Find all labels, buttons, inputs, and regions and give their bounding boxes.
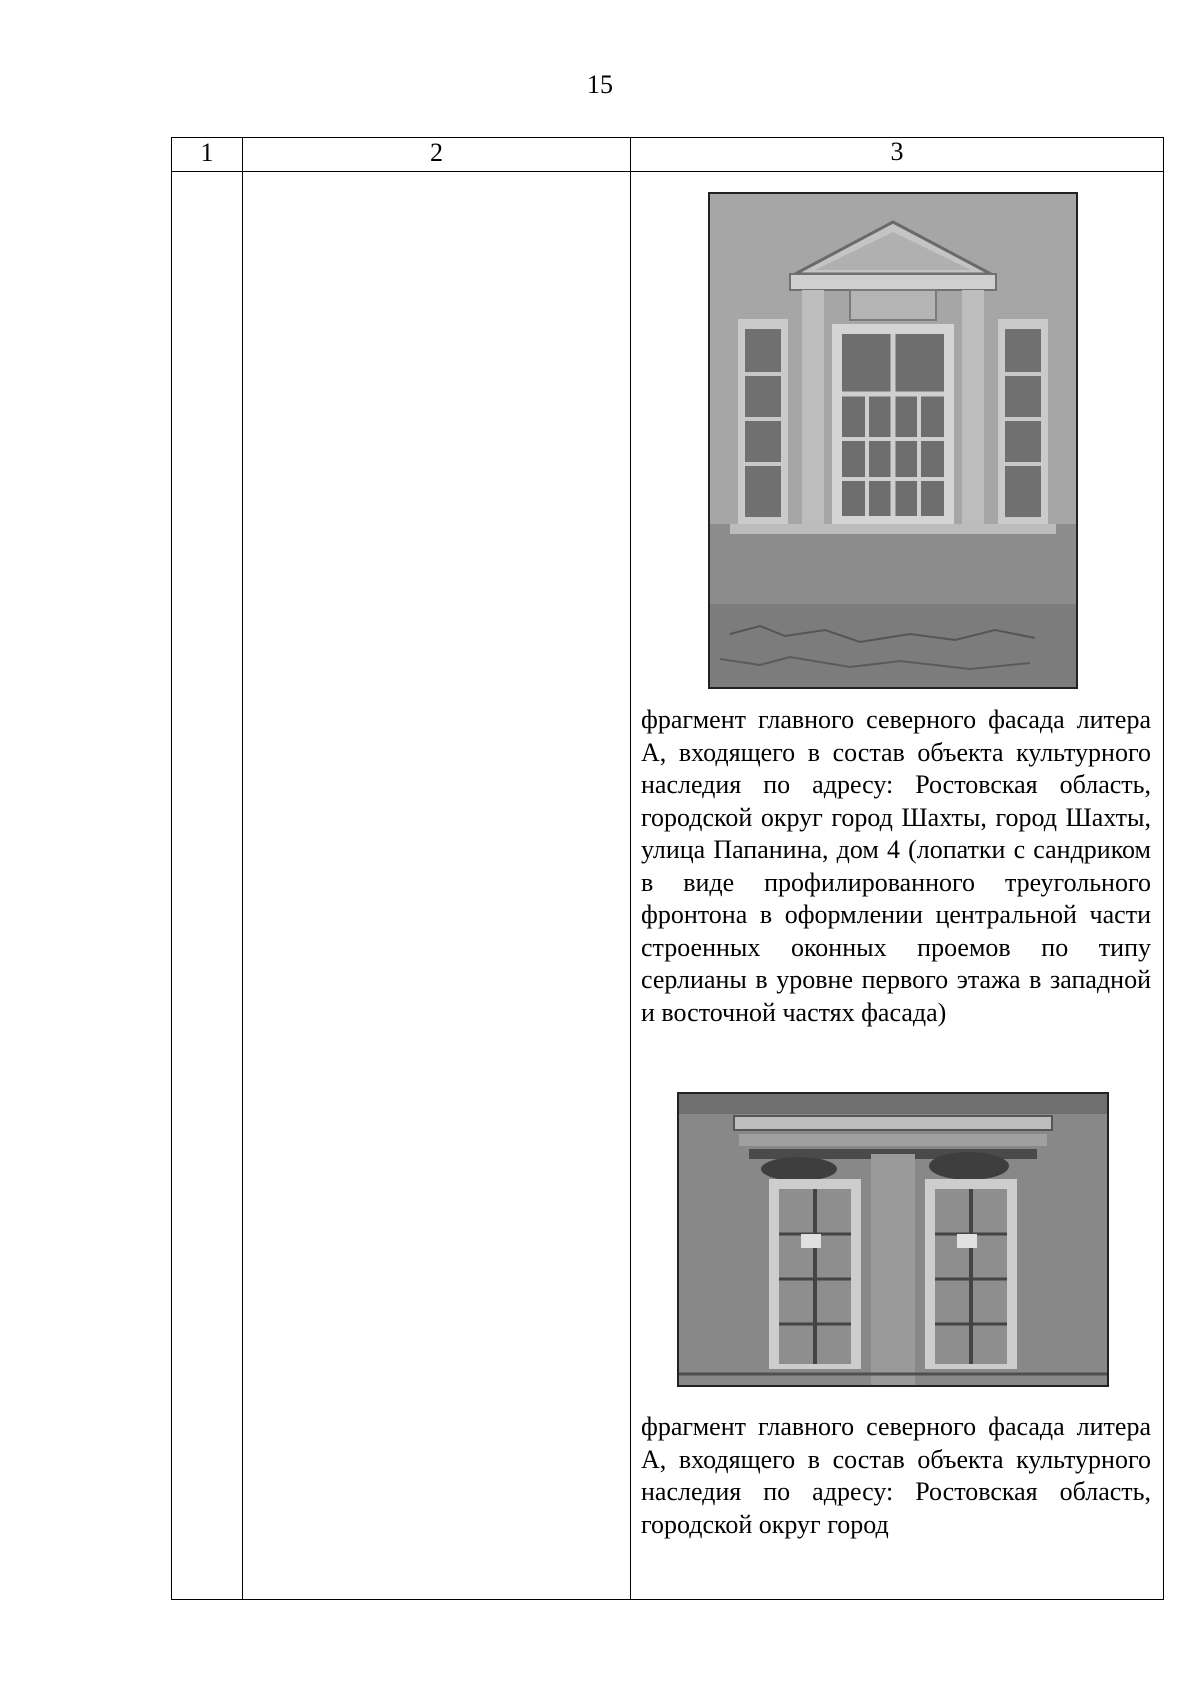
window-with-pediment-photo — [708, 192, 1078, 689]
cell-col-1 — [172, 172, 243, 1600]
photo-caption: фрагмент главного северного фасада литера А, входящего в состав объекта культурного наследия по адресу: Ростовская область, городской округ город — [641, 1412, 1151, 1539]
header-col-3: 3 — [631, 138, 1164, 172]
photo-caption: фрагмент главного северного фасада литера А, входящего в состав объекта культурного наследия по адресу: Ростовская область, городской округ город Шахты, город Шахты, улица Папанина, дом 4 (лопатки с сандриком в виде профилированного треугольного фронтона в оформлении центральной части строенных оконных проемов по типу серлианы в уровне первого этажа в западной и восточной частях фасада) — [641, 705, 1151, 1027]
cell-col-2 — [243, 172, 631, 1600]
table-row — [172, 172, 1164, 1600]
header-col-1: 1 — [172, 138, 243, 172]
cell-col-3 — [631, 172, 1164, 1600]
table-header-row — [172, 138, 1164, 172]
header-col-2: 2 — [243, 138, 631, 172]
page-number: 15 — [587, 70, 613, 99]
document-table — [171, 137, 1164, 1600]
paired-windows-photo — [677, 1092, 1109, 1387]
